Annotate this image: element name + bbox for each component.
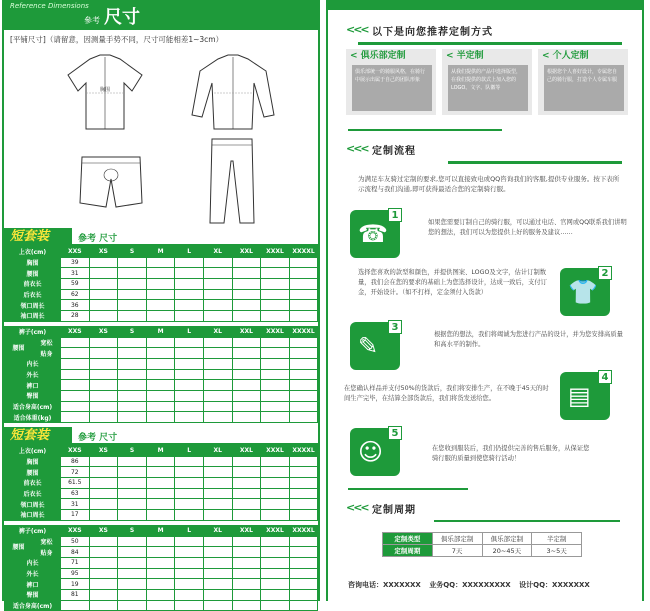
divider — [348, 129, 502, 131]
table-header-label: 上衣(cm) — [5, 446, 61, 457]
reference-dimensions-label: Reference Dimensions — [10, 2, 89, 10]
table-row — [5, 289, 318, 300]
period-cell: 20~45天 — [482, 545, 532, 557]
table-row — [5, 390, 318, 401]
top-size-table-1 — [4, 246, 318, 322]
period-cell: 3~5天 — [532, 545, 582, 557]
step-1-icon — [350, 210, 400, 258]
process-title: 定制流程 — [372, 146, 416, 157]
service-icon: ☺ — [358, 438, 384, 466]
size-header-bar — [4, 0, 318, 30]
method-body: 根据您个人喜好设计，专属您自己的骑行服，打造个人专属车服 — [544, 65, 624, 111]
size-column: XXL — [232, 326, 261, 337]
long-sleeve-jersey-illustration — [188, 53, 278, 133]
measurement-hint: [平铺尺寸]（请留意，因测量手势不同，尺寸可能相差1~3cm） — [10, 35, 224, 44]
row-label: 适合体重(kg) — [5, 412, 61, 423]
row-label: 后衣长 — [5, 488, 61, 499]
cell-value: 62 — [61, 289, 90, 300]
table-row — [5, 348, 318, 359]
table-row — [5, 257, 318, 268]
size-column: XXXXL — [289, 247, 318, 258]
size-column: XS — [89, 446, 118, 457]
pants-size-table-1 — [4, 326, 318, 423]
table-header-label: 裤子(cm) — [5, 326, 61, 337]
top-strip — [328, 0, 642, 10]
size-column: L — [175, 326, 204, 337]
size-title — [84, 3, 140, 29]
size-column: XS — [89, 326, 118, 337]
step-3-text: 根据您的想法，我们将竭诚为您进行产品的设计，并为您安排高质量和高水平的制作。 — [434, 331, 623, 348]
step-number: 1 — [388, 208, 402, 222]
table-row — [5, 488, 318, 499]
row-label: 腰围 — [5, 536, 33, 557]
table-row — [5, 589, 318, 600]
table-row — [5, 300, 318, 311]
size-column: S — [118, 326, 147, 337]
cell-value: 36 — [61, 300, 90, 311]
cell-value: 28 — [61, 311, 90, 322]
row-label: 内长 — [5, 358, 61, 369]
size-column: XS — [89, 247, 118, 258]
row-label: 前衣长 — [5, 279, 61, 290]
cell-value: 61.5 — [61, 478, 90, 489]
row-label: 腰围 — [5, 337, 33, 358]
method-card — [538, 49, 628, 115]
size-column: M — [146, 446, 175, 457]
measure-label: 胸围 — [100, 87, 111, 93]
cell-value: 39 — [61, 257, 90, 268]
size-column: XXL — [232, 525, 261, 536]
size-column: XXXXL — [289, 525, 318, 536]
size-column: L — [175, 446, 204, 457]
method-body: 俱乐部统一的骑服风格，在骑行中展示出属于自己的团队形象 — [352, 65, 432, 111]
table-header-label: 上衣(cm) — [5, 247, 61, 258]
chevron-left-icon: <<< — [346, 501, 368, 514]
step-number: 5 — [388, 426, 402, 440]
row-label: 后衣长 — [5, 289, 61, 300]
period-title: 定制周期 — [372, 505, 416, 516]
table-row — [5, 268, 318, 279]
row-label: 适合身高(cm) — [5, 600, 61, 611]
step-4-icon — [560, 372, 610, 420]
cell-value: 63 — [61, 488, 90, 499]
method-title: < 俱乐部定制 — [350, 51, 406, 61]
custom-process-panel — [326, 0, 644, 601]
table-row — [5, 579, 318, 590]
stack-icon: ▤ — [568, 382, 591, 410]
size-column: L — [175, 525, 204, 536]
process-heading — [346, 139, 642, 159]
short-suit-title-text: 短套装 — [4, 228, 72, 246]
cell-value: 86 — [61, 456, 90, 467]
shorts-illustration — [76, 153, 146, 217]
cell-value: 50 — [61, 536, 90, 547]
cell-value: 84 — [61, 547, 90, 558]
size-chart-panel — [2, 0, 320, 610]
top-size-table-2 — [4, 445, 318, 521]
method-body: 从我们提供的产品中选择版型，在我们提供的款式上加入您的LOGO、文字、队徽等 — [448, 65, 528, 111]
size-column: M — [146, 247, 175, 258]
table-row — [5, 478, 318, 489]
table-header-label: 裤子(cm) — [5, 525, 61, 536]
methods-row — [338, 49, 632, 119]
chevron-left-icon: <<< — [346, 23, 368, 36]
divider — [348, 488, 468, 490]
step-number: 3 — [388, 320, 402, 334]
row-label: 领口周长 — [5, 300, 61, 311]
period-cell: 7天 — [432, 545, 482, 557]
size-column: XXL — [232, 247, 261, 258]
size-column: M — [146, 326, 175, 337]
size-column: S — [118, 247, 147, 258]
row-label: 臀围 — [5, 589, 61, 600]
methods-title: 以下是向您推荐定制方式 — [372, 27, 493, 38]
contact-line — [348, 580, 596, 590]
row-sublabel: 贴身 — [33, 547, 61, 558]
table-row — [5, 380, 318, 391]
size-column: XXXXL — [289, 446, 318, 457]
table-row — [5, 510, 318, 521]
size-column: XXS — [61, 525, 90, 536]
cell-value: 31 — [61, 499, 90, 510]
row-label: 袖口周长 — [5, 510, 61, 521]
table-row — [5, 279, 318, 290]
row-label: 外长 — [5, 369, 61, 380]
cell-value: 81 — [61, 589, 90, 600]
table-row — [5, 499, 318, 510]
table-row — [5, 369, 318, 380]
size-header-row — [5, 446, 318, 457]
table-row — [5, 358, 318, 369]
cell-value: 17 — [61, 510, 90, 521]
step-5-icon — [350, 428, 400, 476]
size-column: XXXL — [261, 525, 290, 536]
step-2-icon — [560, 268, 610, 316]
size-column: XXS — [61, 326, 90, 337]
size-title-small: 參考 — [84, 16, 100, 25]
phone-contact: 咨询电话：XXXXXXX — [348, 581, 421, 589]
divider — [358, 42, 622, 45]
cell-value: 19 — [61, 579, 90, 590]
method-card — [346, 49, 436, 115]
table-row — [5, 547, 318, 558]
cell-value: 31 — [61, 268, 90, 279]
row-label: 外长 — [5, 568, 61, 579]
period-cell: 俱乐部定制 — [432, 533, 482, 545]
period-table — [382, 532, 582, 557]
table-row — [5, 568, 318, 579]
period-heading — [346, 498, 546, 518]
size-column: XL — [203, 525, 232, 536]
size-column: XS — [89, 525, 118, 536]
period-cell: 定制周期 — [383, 545, 433, 557]
row-label: 胸围 — [5, 456, 61, 467]
size-column: S — [118, 525, 147, 536]
short-suit-title-2 — [4, 427, 318, 445]
method-card — [442, 49, 532, 115]
table-row — [383, 533, 582, 545]
cell-value: 71 — [61, 557, 90, 568]
step-number: 2 — [598, 266, 612, 280]
step-3-icon — [350, 322, 400, 370]
row-label: 胸围 — [5, 257, 61, 268]
row-label: 内长 — [5, 557, 61, 568]
size-column: XXXXL — [289, 326, 318, 337]
process-intro: 为满足车友骑过定制的要求,您可以直接致电或QQ咨询我们的客服,提供专业服务。按下表所示流程与我们沟通,即可获得最适合您的定制骑行服。 — [358, 175, 620, 193]
designer-icon: ✎ — [358, 332, 379, 360]
size-column: XL — [203, 446, 232, 457]
period-cell: 半定制 — [532, 533, 582, 545]
jersey-icon: 👕 — [568, 278, 598, 306]
row-label: 袖口周长 — [5, 311, 61, 322]
row-label: 领口周长 — [5, 499, 61, 510]
reference-size-label: 參考 尺寸 — [78, 234, 118, 244]
size-column: M — [146, 525, 175, 536]
size-header-row — [5, 525, 318, 536]
cell-value: 72 — [61, 467, 90, 478]
period-cell: 定制类型 — [383, 533, 433, 545]
size-column: XXS — [61, 247, 90, 258]
row-label: 裤口 — [5, 579, 61, 590]
business-qq: 业务QQ：XXXXXXXXX — [429, 581, 511, 589]
size-column: XXS — [61, 446, 90, 457]
chevron-left-icon: <<< — [346, 142, 368, 155]
short-suit-title-1 — [4, 228, 318, 246]
design-qq: 设计QQ：XXXXXXX — [519, 581, 590, 589]
table-row — [5, 401, 318, 412]
row-label: 前衣长 — [5, 478, 61, 489]
table-row — [5, 337, 318, 348]
row-label: 腰围 — [5, 467, 61, 478]
pants-size-table-2 — [4, 525, 318, 611]
table-row — [5, 600, 318, 611]
size-header-row — [5, 247, 318, 258]
row-sublabel: 宽松 — [33, 337, 61, 348]
step-2-text: 选择您喜欢的款型和颜色，并提供图案、LOGO及文字，估计订制数量，我们会在您的要求的基础上为您选择设计，达成一致后，支付订金，开始设计。（如不打样，定金须付入货款） — [358, 269, 547, 296]
size-column: XXXL — [261, 446, 290, 457]
size-title-main: 尺寸 — [104, 7, 140, 28]
period-cell: 俱乐部定制 — [482, 533, 532, 545]
step-1-text: 如果您需要订制自己的骑行服，可以通过电话、官网或QQ联系我们讲明您的想法，我们可以为您提供上好的服务及建议…… — [428, 219, 627, 236]
cell-value — [61, 600, 90, 611]
row-label: 裤口 — [5, 380, 61, 391]
size-column: L — [175, 247, 204, 258]
reference-size-label: 參考 尺寸 — [78, 433, 118, 443]
step-4-text: 在您确认样品并支付50%的货款后，我们将安排生产，在不晚于45天的时间生产完毕，在结算全部货款后，我们将货发送给您。 — [344, 385, 549, 402]
method-title: < 半定制 — [446, 51, 484, 61]
table-row — [5, 467, 318, 478]
short-sleeve-jersey-illustration — [60, 53, 150, 133]
long-pants-illustration — [202, 137, 262, 227]
table-row — [383, 545, 582, 557]
table-row — [5, 536, 318, 547]
row-label: 臀围 — [5, 390, 61, 401]
size-column: XXXL — [261, 326, 290, 337]
size-column: XXL — [232, 446, 261, 457]
row-sublabel: 贴身 — [33, 348, 61, 359]
methods-heading — [346, 20, 642, 40]
size-column: XL — [203, 326, 232, 337]
cell-value: 59 — [61, 279, 90, 290]
row-sublabel: 宽松 — [33, 536, 61, 547]
size-column: S — [118, 446, 147, 457]
step-5-text: 在您收到服装后，我们仍提供完善的售后服务，从保证您骑行服的质量到使您骑行活动！ — [432, 445, 590, 462]
table-row — [5, 412, 318, 423]
table-row — [5, 557, 318, 568]
divider — [434, 520, 620, 522]
method-title: < 个人定制 — [542, 51, 589, 61]
garment-diagrams — [4, 49, 318, 224]
table-row — [5, 311, 318, 322]
size-column: XL — [203, 247, 232, 258]
size-header-row — [5, 326, 318, 337]
step-number: 4 — [598, 370, 612, 384]
row-label: 适合身高(cm) — [5, 401, 61, 412]
size-column: XXXL — [261, 247, 290, 258]
short-suit-title-text: 短套装 — [4, 427, 72, 445]
row-label: 腰围 — [5, 268, 61, 279]
phone-icon: ☎ — [358, 220, 388, 248]
table-row — [5, 456, 318, 467]
divider — [448, 161, 622, 164]
cell-value: 95 — [61, 568, 90, 579]
